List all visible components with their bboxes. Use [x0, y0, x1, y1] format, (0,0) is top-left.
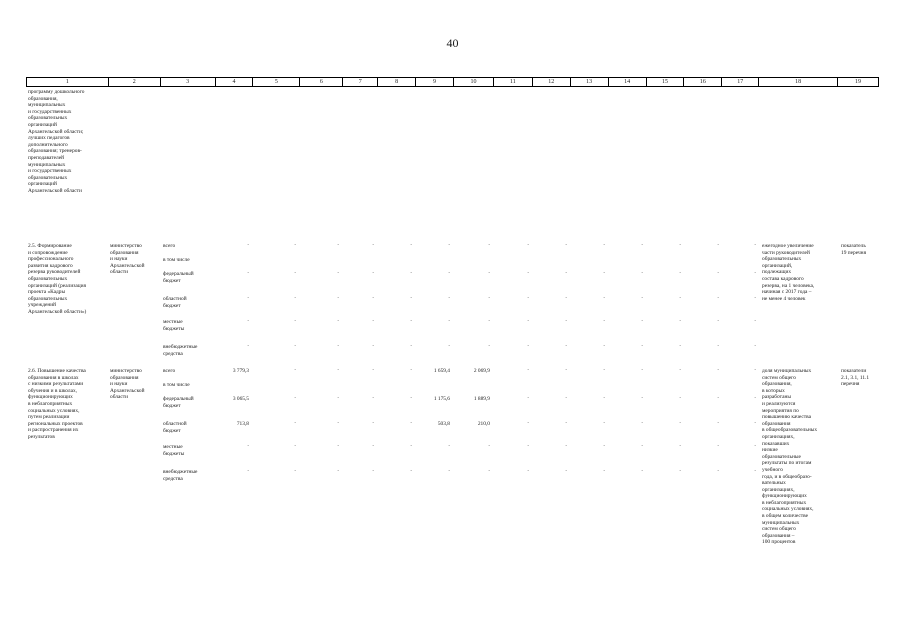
empty-dash: - — [603, 344, 605, 349]
empty-dash: - — [337, 296, 339, 301]
empty-dash: - — [641, 368, 643, 373]
empty-dash: - — [448, 444, 450, 449]
empty-dash: - — [754, 469, 756, 474]
empty-dash: - — [679, 469, 681, 474]
funding-source: федеральный бюджет — [163, 271, 194, 284]
empty-dash: - — [679, 319, 681, 324]
empty-dash: - — [717, 243, 719, 248]
header-cell-10: 10 — [454, 78, 494, 86]
empty-dash: - — [641, 319, 643, 324]
empty-dash: - — [565, 296, 567, 301]
empty-dash: - — [565, 396, 567, 401]
header-cell-6: 6 — [300, 78, 343, 86]
empty-dash: - — [410, 396, 412, 401]
empty-dash: - — [603, 319, 605, 324]
empty-dash: - — [294, 243, 296, 248]
funding-source: местные бюджеты — [163, 444, 185, 457]
empty-dash: - — [717, 271, 719, 276]
expected-result: доля муниципальных систем общего образования, в которых разработаны и реализуются мероприятия по повышению качества образования в общеобразовательных организациях, показавших низкие образовательные результаты по итогам учебного года, и в общеобразо- вательных организациях, функционирующих в неблагоприятных социальных условиях, в общем количестве муниципальных систем общего образования – 100 процентов — [762, 368, 818, 546]
executor: министерство образования и науки Архангельской области — [110, 243, 145, 276]
empty-dash: - — [527, 368, 529, 373]
empty-dash: - — [565, 469, 567, 474]
empty-dash: - — [410, 421, 412, 426]
empty-dash: - — [527, 296, 529, 301]
empty-dash: - — [294, 296, 296, 301]
header-cell-3: 3 — [161, 78, 216, 86]
empty-dash: - — [641, 444, 643, 449]
empty-dash: - — [754, 344, 756, 349]
empty-dash: - — [488, 271, 490, 276]
expected-result: ежегодное увеличение части руководителей образовательных организаций, подлежащих состава кадрового резерва, на 1 человека, начиная с 2017 года – не менее 4 человек — [762, 243, 815, 302]
table-header-row — [26, 77, 879, 87]
empty-dash: - — [410, 344, 412, 349]
empty-dash: - — [679, 296, 681, 301]
header-cell-11: 11 — [494, 78, 533, 86]
empty-dash: - — [754, 319, 756, 324]
funding-source: в том числе — [163, 382, 190, 388]
empty-dash: - — [527, 396, 529, 401]
empty-dash: - — [565, 243, 567, 248]
empty-dash: - — [603, 444, 605, 449]
empty-dash: - — [603, 469, 605, 474]
empty-dash: - — [527, 319, 529, 324]
header-cell-9: 9 — [416, 78, 454, 86]
empty-dash: - — [717, 396, 719, 401]
empty-dash: - — [754, 243, 756, 248]
funding-source: внебюджетные средства — [163, 344, 198, 357]
header-cell-19: 19 — [855, 79, 862, 85]
activity-title: 2.5. Формирование и сопровождение профессионального развития кадрового резерва руководителей образовательных организаций (реализация проекта «Кадры образовательных учреждений Архангельской области») — [28, 243, 87, 315]
empty-dash: - — [527, 444, 529, 449]
funding-source: областной бюджет — [163, 296, 187, 309]
empty-dash: - — [410, 469, 412, 474]
empty-dash: - — [410, 243, 412, 248]
funding-source: местные бюджеты — [163, 319, 185, 332]
empty-dash: - — [488, 319, 490, 324]
empty-dash: - — [337, 319, 339, 324]
empty-dash: - — [448, 243, 450, 248]
empty-dash: - — [527, 271, 529, 276]
empty-dash: - — [337, 368, 339, 373]
header-cell-12: 12 — [533, 78, 571, 86]
empty-dash: - — [641, 469, 643, 474]
empty-dash: - — [679, 368, 681, 373]
activity-title: 2.6. Повышение качества образования в школах с низкими результатами обучения и в школах, функционирующих в неблагоприятных социальных условиях, путем реализации региональных проектов и распространения их результатов — [28, 368, 86, 440]
empty-dash: - — [294, 444, 296, 449]
empty-dash: - — [565, 444, 567, 449]
empty-dash: - — [337, 344, 339, 349]
empty-dash: - — [679, 421, 681, 426]
empty-dash: - — [527, 421, 529, 426]
empty-dash: - — [603, 368, 605, 373]
empty-dash: - — [679, 396, 681, 401]
empty-dash: - — [372, 469, 374, 474]
empty-dash: - — [565, 271, 567, 276]
empty-dash: - — [247, 469, 249, 474]
empty-dash: - — [717, 444, 719, 449]
empty-dash: - — [247, 271, 249, 276]
empty-dash: - — [337, 271, 339, 276]
indicator-ref: показатель 19 перечня — [841, 243, 867, 256]
empty-dash: - — [565, 421, 567, 426]
empty-dash: - — [603, 296, 605, 301]
empty-dash: - — [603, 243, 605, 248]
funding-source: в том числе — [163, 257, 190, 263]
empty-dash: - — [488, 444, 490, 449]
header-cell-13: 13 — [571, 78, 609, 86]
empty-dash: - — [641, 421, 643, 426]
empty-dash: - — [372, 368, 374, 373]
funding-value: 3 779,3 — [232, 368, 249, 374]
header-cell-1: 1 — [27, 78, 109, 86]
funding-source: областной бюджет — [163, 421, 187, 434]
empty-dash: - — [488, 243, 490, 248]
executor: министерство образования и науки Архангельской области — [110, 368, 145, 401]
empty-dash: - — [294, 421, 296, 426]
empty-dash: - — [410, 368, 412, 373]
empty-dash: - — [372, 243, 374, 248]
empty-dash: - — [717, 296, 719, 301]
funding-value: 210,0 — [477, 421, 490, 427]
funding-value: 713,8 — [236, 421, 249, 427]
funding-value: 503,8 — [437, 421, 450, 427]
empty-dash: - — [410, 444, 412, 449]
empty-dash: - — [247, 319, 249, 324]
empty-dash: - — [448, 271, 450, 276]
header-cell-17: 17 — [722, 78, 759, 86]
empty-dash: - — [337, 421, 339, 426]
empty-dash: - — [488, 469, 490, 474]
empty-dash: - — [294, 344, 296, 349]
empty-dash: - — [679, 271, 681, 276]
empty-dash: - — [754, 368, 756, 373]
empty-dash: - — [337, 243, 339, 248]
empty-dash: - — [717, 319, 719, 324]
empty-dash: - — [717, 368, 719, 373]
empty-dash: - — [754, 444, 756, 449]
empty-dash: - — [337, 444, 339, 449]
empty-dash: - — [247, 243, 249, 248]
funding-value: 3 065,5 — [232, 396, 249, 402]
empty-dash: - — [565, 368, 567, 373]
header-cell-8: 8 — [378, 78, 416, 86]
empty-dash: - — [337, 396, 339, 401]
empty-dash: - — [410, 296, 412, 301]
header-cell-14: 14 — [609, 78, 647, 86]
empty-dash: - — [448, 469, 450, 474]
empty-dash: - — [372, 444, 374, 449]
empty-dash: - — [294, 368, 296, 373]
empty-dash: - — [679, 243, 681, 248]
empty-dash: - — [488, 296, 490, 301]
header-cell-15: 15 — [647, 78, 685, 86]
empty-dash: - — [448, 319, 450, 324]
empty-dash: - — [641, 344, 643, 349]
funding-value: 2 069,9 — [473, 368, 490, 374]
empty-dash: - — [717, 344, 719, 349]
empty-dash: - — [372, 396, 374, 401]
empty-dash: - — [410, 271, 412, 276]
empty-dash: - — [679, 344, 681, 349]
empty-dash: - — [247, 296, 249, 301]
funding-value: 1 659,4 — [433, 368, 450, 374]
empty-dash: - — [641, 243, 643, 248]
continued-activity-text: программу дошкольного образования, муниципальных и государственных образовательных организаций Архангельской области; лучших педагогов дополнительного образования; тренеров- преподавателей муниципальных и государственных образовательных организаций Архангельской области — [28, 89, 85, 194]
empty-dash: - — [294, 396, 296, 401]
header-cell-5: 5 — [253, 78, 300, 86]
empty-dash: - — [717, 421, 719, 426]
header-cell-18: 18 — [759, 78, 838, 86]
empty-dash: - — [410, 319, 412, 324]
empty-dash: - — [603, 271, 605, 276]
empty-dash: - — [527, 344, 529, 349]
empty-dash: - — [372, 271, 374, 276]
empty-dash: - — [294, 319, 296, 324]
empty-dash: - — [603, 396, 605, 401]
header-cell-2: 2 — [109, 78, 161, 86]
empty-dash: - — [565, 344, 567, 349]
empty-dash: - — [754, 396, 756, 401]
empty-dash: - — [448, 344, 450, 349]
header-cell-16: 16 — [684, 78, 722, 86]
empty-dash: - — [247, 344, 249, 349]
empty-dash: - — [679, 444, 681, 449]
empty-dash: - — [641, 296, 643, 301]
empty-dash: - — [372, 421, 374, 426]
empty-dash: - — [717, 469, 719, 474]
empty-dash: - — [754, 296, 756, 301]
empty-dash: - — [488, 344, 490, 349]
funding-source: федеральный бюджет — [163, 396, 194, 409]
funding-value: 1 889,9 — [473, 396, 490, 402]
page-number: 40 — [446, 36, 459, 50]
empty-dash: - — [448, 296, 450, 301]
funding-source: внебюджетные средства — [163, 469, 198, 482]
empty-dash: - — [565, 319, 567, 324]
indicator-ref: показатели 2.1, 3.1, 11.1 перечня — [841, 368, 870, 388]
empty-dash: - — [372, 319, 374, 324]
header-cell-7: 7 — [343, 78, 378, 86]
header-cell-4: 4 — [216, 78, 254, 86]
empty-dash: - — [603, 421, 605, 426]
funding-source: всего — [163, 368, 176, 374]
empty-dash: - — [527, 243, 529, 248]
empty-dash: - — [754, 271, 756, 276]
empty-dash: - — [754, 421, 756, 426]
funding-value: 1 175,6 — [433, 396, 450, 402]
empty-dash: - — [337, 469, 339, 474]
empty-dash: - — [294, 271, 296, 276]
empty-dash: - — [372, 344, 374, 349]
funding-source: всего — [163, 243, 176, 249]
empty-dash: - — [372, 296, 374, 301]
empty-dash: - — [247, 444, 249, 449]
empty-dash: - — [641, 271, 643, 276]
empty-dash: - — [641, 396, 643, 401]
empty-dash: - — [294, 469, 296, 474]
empty-dash: - — [527, 469, 529, 474]
